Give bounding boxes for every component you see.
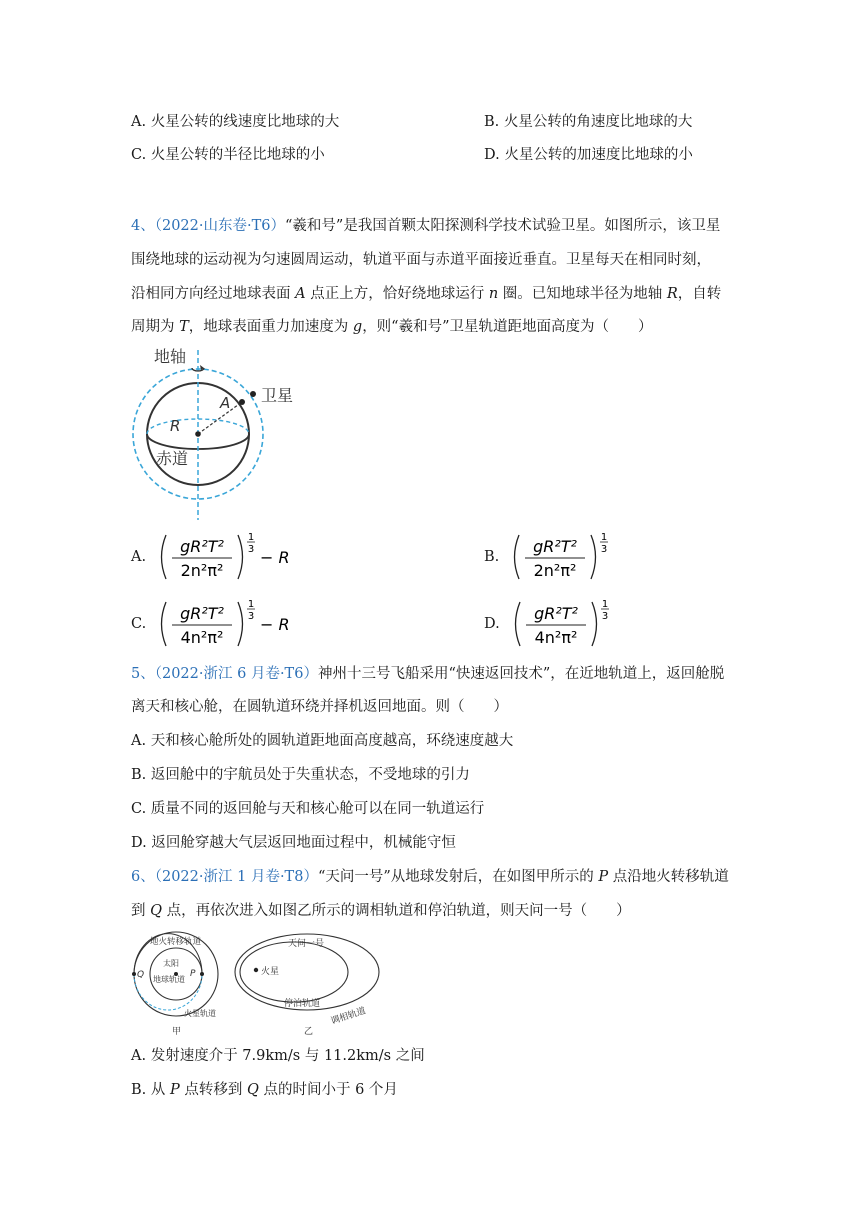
mars-dot [254,968,258,972]
q6-text1b: 点沿地火转移轨道 [608,869,729,885]
formula-b-denominator: 2n²π² [533,561,577,580]
formula-c-numerator: gR²T² [180,604,225,623]
q4-number: 4、 [131,218,155,234]
q4-text4b: ，地球表面重力加速度为 [188,319,353,335]
probe-label: 天问一号 [288,939,325,949]
q6-text2a: 到 [131,903,151,919]
q4-text4a: 周期为 [131,319,180,335]
q6-var-q: Q [150,903,162,919]
q4-option-c [131,596,290,652]
q4-option-a-label: A. [131,549,147,565]
transfer-orbit-label: 地火转移轨道 [150,937,202,947]
formula-d-exp-den: 3 [601,611,608,622]
q4-formula-a [154,529,290,585]
caption-yi: 乙 [304,1027,314,1037]
point-p [200,972,204,976]
formula-d-denominator: 4n²π² [534,628,578,647]
satellite-dot [250,391,256,397]
q5-option-c: C. 质量不同的返回舱与天和核心舱可以在同一轨道运行 [131,801,485,817]
q4-stem-line4 [131,317,653,337]
q5-number: 5、 [131,666,155,682]
q6-optb-p: P [169,1082,180,1098]
point-q [132,972,136,976]
q5-text1: 神州十三号飞船采用“快速返回技术”，在近地轨道上，返回舱脱 [317,666,725,682]
formula-b-exp-num: 1 [601,532,608,543]
q5-stem-line1 [131,664,724,684]
q6-optb-c: 点的时间小于 6 个月 [258,1082,398,1098]
q3-option-b: B. 火星公转的角速度比地球的大 [484,114,693,130]
q6-number: 6、 [131,869,155,885]
q4-var-n: n [488,286,499,302]
mars-label: 火星 [261,967,280,977]
q4-option-d-label: D. [484,616,500,632]
q6-figure-yi [232,930,382,1038]
q4-text3a: 沿相同方向经过地球表面 [131,286,296,302]
q4-text3c: 圈。已知地球半径为地轴 [498,286,667,302]
q6-text2b: 点，再依次进入如图乙所示的调相轨道和停泊轨道，则天问一号（ ） [162,903,631,919]
equator-label: 赤道 [156,449,189,468]
q4-text3d: ，自转 [677,286,722,302]
q-label: Q [137,970,145,980]
formula-c-exp-num: 1 [248,599,255,610]
q4-option-d [484,596,618,652]
q6-optb-a: B. 从 [131,1082,170,1098]
formula-a-exp-num: 1 [247,532,255,543]
axis-label: 地轴 [154,347,187,366]
caption-jia: 甲 [172,1027,182,1037]
q4-text3b: 点正上方，恰好绕地球运行 [305,286,489,302]
q3-option-c: C. 火星公转的半径比地球的小 [131,147,325,163]
formula-a-denominator: 2n²π² [180,561,224,580]
q4-stem-line3 [131,284,721,304]
q4-text1: “羲和号”是我国首颗太阳探测科学技术试验卫星。如图所示，该卫星 [285,218,721,234]
formula-d-numerator: gR²T² [533,604,578,623]
q4-formula-c [154,596,290,652]
phasing-orbit-label: 调相轨道 [329,1006,368,1027]
q6-optb-b: 点转移到 [179,1082,247,1098]
q4-option-b [484,529,617,585]
q6-stem-line2 [131,901,631,921]
q6-option-b [131,1080,398,1100]
radius-label: R [170,417,181,435]
q4-var-t: T [179,319,189,335]
q4-var-g: g [352,319,363,335]
sun-label: 太阳 [163,959,179,968]
q4-var-r: R [666,286,678,302]
q4-source: （2022·山东卷·T6） [154,218,286,234]
satellite-label: 卫星 [261,386,294,405]
point-a-label: A [220,394,231,412]
earth-center [195,431,201,437]
earth-orbit-label: 地球轨道 [153,975,185,984]
q6-optb-q: Q [246,1082,259,1098]
q5-source: （2022·浙江 6 月卷·T6） [154,666,318,682]
q4-formula-b [507,529,617,585]
formula-a-minus-r: − R [260,548,290,567]
q4-stem-line1 [131,216,720,236]
q4-option-c-label: C. [131,616,147,632]
q6-option-a: A. 发射速度介于 7.9km/s 与 11.2km/s 之间 [131,1048,425,1064]
q4-option-a [131,529,290,585]
q6-stem-line1 [131,867,729,887]
formula-a-exp-den: 3 [247,544,255,555]
point-a [239,399,245,405]
q5-option-b: B. 返回舱中的宇航员处于失重状态，不受地球的引力 [131,767,470,783]
formula-c-exp-den: 3 [248,611,255,622]
q6-figure-jia [128,930,228,1038]
q4-earth-figure [128,342,308,522]
parking-orbit-label: 停泊轨道 [284,999,321,1009]
formula-c-minus-r: − R [260,615,290,634]
q4-option-b-label: B. [484,549,500,565]
formula-c-denominator: 4n²π² [180,628,224,647]
q5-stem-line2: 离天和核心舱，在圆轨道环绕并择机返回地面。则（ ） [131,699,508,715]
q5-option-a: A. 天和核心舱所处的圆轨道距地面高度越高，环绕速度越大 [131,733,514,749]
q4-text4c: ，则“羲和号”卫星轨道距地面高度为（ ） [362,319,653,335]
formula-b-numerator: gR²T² [533,537,578,556]
q3-option-d: D. 火星公转的加速度比地球的小 [484,147,693,163]
formula-a-numerator: gR²T² [180,537,225,556]
q5-option-d: D. 返回舱穿越大气层返回地面过程中，机械能守恒 [131,835,456,851]
formula-d-exp-num: 1 [601,599,608,610]
q3-option-a: A. 火星公转的线速度比地球的大 [131,114,340,130]
q6-var-p: P [598,869,609,885]
q4-stem-line2: 围绕地球的运动视为匀速圆周运动，轨道平面与赤道平面接近垂直。卫星每天在相同时刻， [131,252,711,268]
formula-b-exp-den: 3 [601,544,608,555]
q4-formula-d [508,596,618,652]
q6-text1a: “天问一号”从地球发射后，在如图甲所示的 [317,869,599,885]
q6-source: （2022·浙江 1 月卷·T8） [154,869,318,885]
q4-var-a: A [295,286,306,302]
p-label: P [190,969,196,979]
mars-orbit-label: 火星轨道 [184,1009,216,1018]
